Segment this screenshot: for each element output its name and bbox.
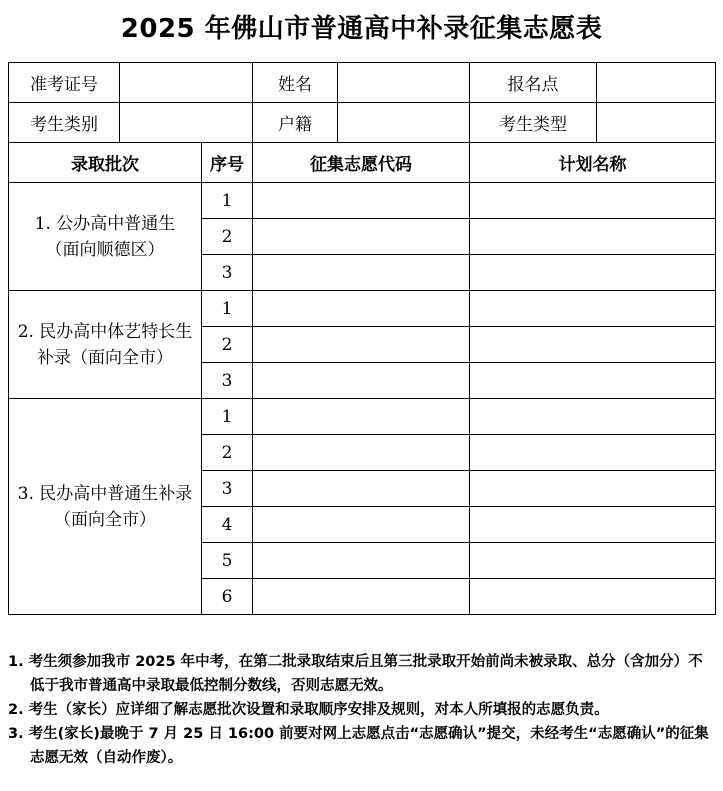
name-field[interactable] <box>338 63 470 103</box>
header-code: 征集志愿代码 <box>253 143 470 183</box>
code-field[interactable] <box>253 543 470 579</box>
info-row-1 <box>9 63 716 103</box>
label-candidate-category: 考生类别 <box>9 103 120 143</box>
code-field[interactable] <box>253 327 470 363</box>
notes <box>8 650 715 770</box>
note-1: 1. 考生须参加我市 2025 年中考，在第二批录取结束后且第三批录取开始前尚未被录取、总分（含加分）不低于我市普通高中录取最低控制分数线，否则志愿无效。 <box>8 654 703 694</box>
batch-row <box>9 183 716 219</box>
plan-name-field[interactable] <box>470 543 716 579</box>
plan-name-field[interactable] <box>470 327 716 363</box>
application-form-table <box>8 62 716 615</box>
header-batch: 录取批次 <box>9 143 202 183</box>
seq-number: 2 <box>202 219 253 255</box>
code-field[interactable] <box>253 507 470 543</box>
exam-number-field[interactable] <box>120 63 253 103</box>
code-field[interactable] <box>253 435 470 471</box>
plan-name-field[interactable] <box>470 219 716 255</box>
seq-number: 6 <box>202 579 253 615</box>
plan-name-field[interactable] <box>470 507 716 543</box>
batch-row <box>9 291 716 327</box>
batch-label-line1: 1. 公办高中普通生 <box>34 213 176 234</box>
batch-label <box>9 183 202 291</box>
registration-site-field[interactable] <box>597 63 716 103</box>
header-plan: 计划名称 <box>470 143 716 183</box>
plan-name-field[interactable] <box>470 435 716 471</box>
label-registration-site: 报名点 <box>470 63 597 103</box>
label-household: 户籍 <box>253 103 338 143</box>
code-field[interactable] <box>253 363 470 399</box>
label-name: 姓名 <box>253 63 338 103</box>
batch-label-line2: （面向全市） <box>54 509 156 530</box>
seq-number: 1 <box>202 183 253 219</box>
plan-name-field[interactable] <box>470 579 716 615</box>
candidate-type-field[interactable] <box>597 103 716 143</box>
code-field[interactable] <box>253 183 470 219</box>
column-header-row <box>9 143 716 183</box>
batch-label <box>9 291 202 399</box>
label-candidate-type: 考生类型 <box>470 103 597 143</box>
batch-label-line2: （面向顺德区） <box>45 239 165 260</box>
note-3: 3. 考生(家长)最晚于 7 月 25 日 16:00 前要对网上志愿点击“志愿确认”提交，未经考生“志愿确认”的征集志愿无效（自动作废）。 <box>8 726 709 766</box>
note-2: 2. 考生（家长）应详细了解志愿批次设置和录取顺序安排及规则，对本人所填报的志愿负责。 <box>8 702 609 718</box>
batch-label <box>9 399 202 615</box>
plan-name-field[interactable] <box>470 291 716 327</box>
seq-number: 3 <box>202 363 253 399</box>
plan-name-field[interactable] <box>470 183 716 219</box>
seq-number: 2 <box>202 435 253 471</box>
batch-body <box>9 183 716 615</box>
label-exam-number: 准考证号 <box>9 63 120 103</box>
code-field[interactable] <box>253 219 470 255</box>
batch-label-line2: 补录（面向全市） <box>37 347 173 368</box>
code-field[interactable] <box>253 399 470 435</box>
batch-label-line1: 2. 民办高中体艺特长生 <box>17 321 193 342</box>
code-field[interactable] <box>253 291 470 327</box>
seq-number: 1 <box>202 399 253 435</box>
info-row-2 <box>9 103 716 143</box>
code-field[interactable] <box>253 255 470 291</box>
seq-number: 4 <box>202 507 253 543</box>
form-title: 2025 年佛山市普通高中补录征集志愿表 <box>120 14 603 44</box>
code-field[interactable] <box>253 579 470 615</box>
batch-label-line1: 3. 民办高中普通生补录 <box>17 483 193 504</box>
plan-name-field[interactable] <box>470 255 716 291</box>
code-field[interactable] <box>253 471 470 507</box>
header-seq: 序号 <box>202 143 253 183</box>
seq-number: 1 <box>202 291 253 327</box>
plan-name-field[interactable] <box>470 399 716 435</box>
plan-name-field[interactable] <box>470 471 716 507</box>
household-field[interactable] <box>338 103 470 143</box>
batch-row <box>9 399 716 435</box>
seq-number: 3 <box>202 471 253 507</box>
plan-name-field[interactable] <box>470 363 716 399</box>
seq-number: 2 <box>202 327 253 363</box>
candidate-category-field[interactable] <box>120 103 253 143</box>
seq-number: 3 <box>202 255 253 291</box>
seq-number: 5 <box>202 543 253 579</box>
